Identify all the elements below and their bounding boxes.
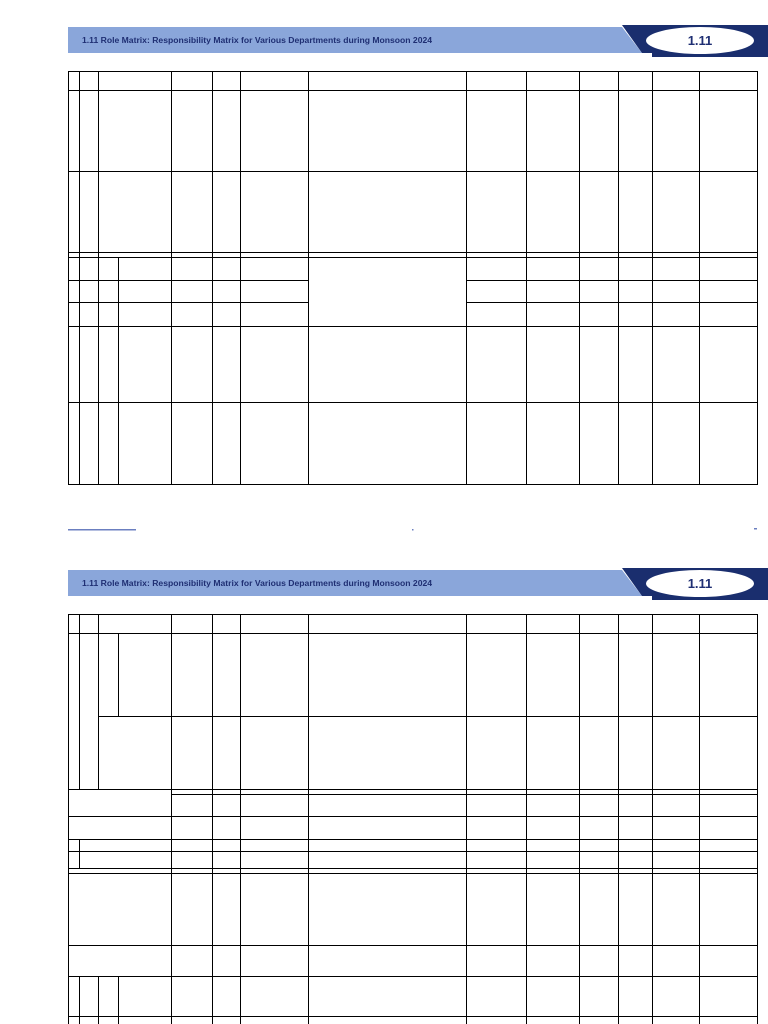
section-number-badge: 1.11 xyxy=(646,27,754,54)
section-number-badge: 1.11 xyxy=(646,570,754,597)
page-title: 1.11 Role Matrix: Responsibility Matrix for Various Departments during Monsoon 2024 xyxy=(82,578,433,588)
page-title: 1.11 Role Matrix: Responsibility Matrix for Various Departments during Monsoon 2024 xyxy=(82,35,433,45)
